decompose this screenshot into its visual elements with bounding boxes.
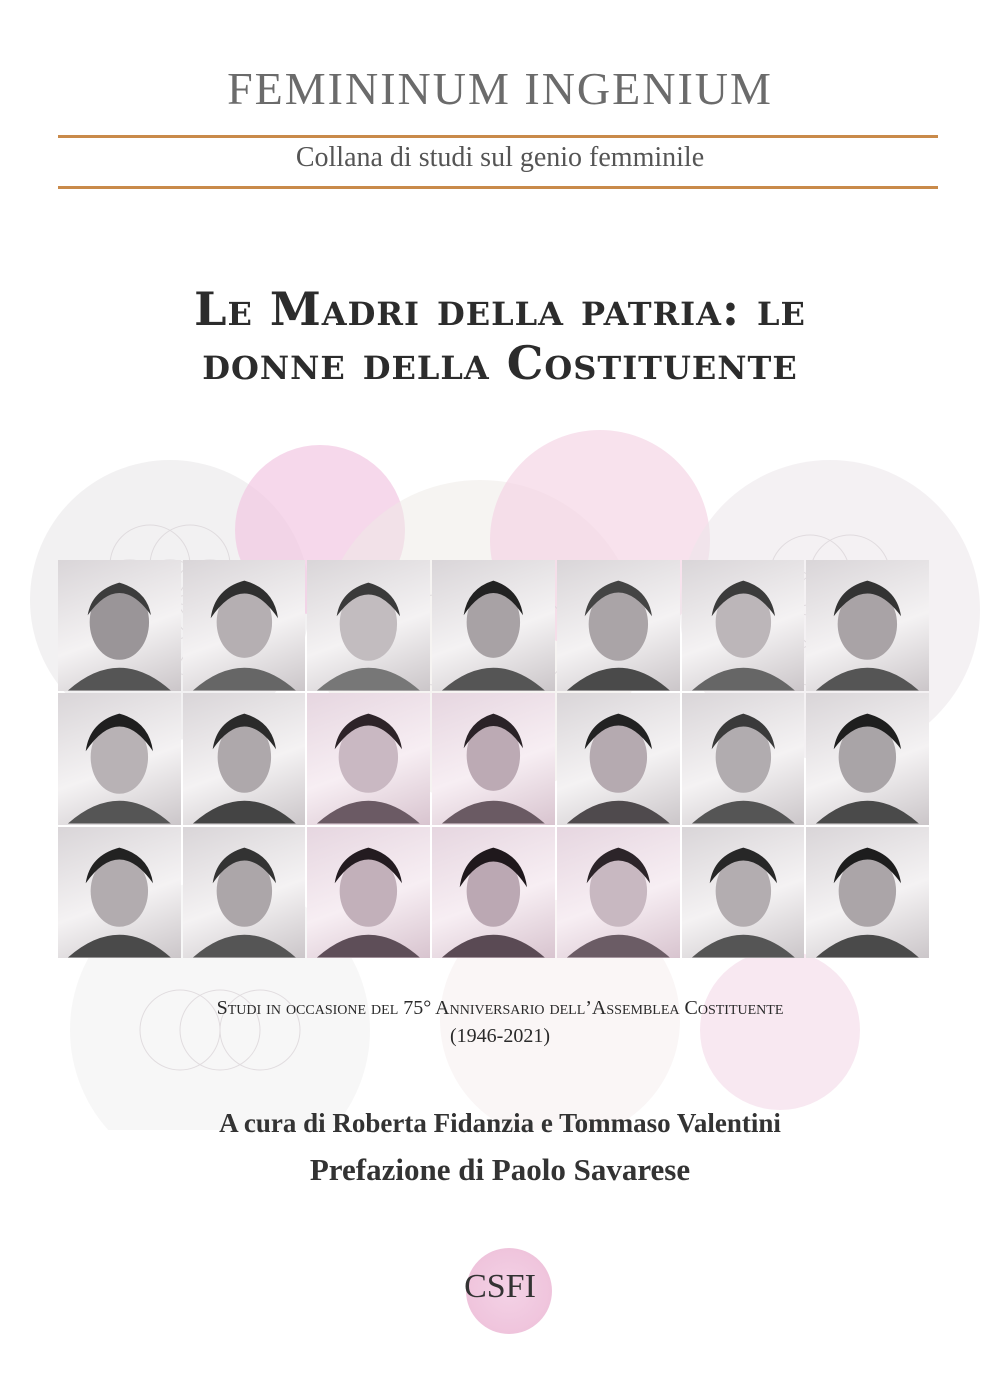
publisher-name: CSFI [464, 1268, 536, 1305]
portrait [58, 560, 181, 691]
portrait [806, 560, 929, 691]
editors-credit: A cura di Roberta Fidanzia e Tommaso Valentini [219, 1108, 781, 1138]
portrait [432, 560, 555, 691]
portrait [183, 560, 306, 691]
anniversary-years: (1946-2021) [450, 1025, 550, 1047]
portrait [183, 693, 306, 824]
series-title: FEMININUM INGENIUM [227, 63, 773, 114]
portrait [307, 693, 430, 824]
book-title-line-2: donne della Costituente [202, 336, 798, 390]
bottom-divider [58, 186, 938, 189]
portrait [58, 693, 181, 824]
top-divider [58, 135, 938, 138]
series-subtitle: Collana di studi sul genio femminile [295, 142, 705, 173]
portrait [432, 827, 555, 958]
portrait [682, 560, 805, 691]
portrait [682, 693, 805, 824]
portrait [806, 827, 929, 958]
portrait [307, 560, 430, 691]
occasion-text [40, 994, 960, 1050]
portrait [183, 827, 306, 958]
portrait [557, 693, 680, 824]
book-title-line-1: Le Madri della patria: le [194, 282, 806, 336]
preface-credit: Prefazione di Paolo Savarese [309, 1152, 691, 1187]
occasion-line: Studi in occasione del 75° Anniversario dell’Assemblea Costituente [216, 997, 784, 1019]
portrait [432, 693, 555, 824]
portrait [58, 827, 181, 958]
portrait-grid [58, 560, 929, 958]
book-title [40, 282, 960, 390]
portrait [806, 693, 929, 824]
portrait [557, 827, 680, 958]
portrait [557, 560, 680, 691]
portrait [682, 827, 805, 958]
portrait [307, 827, 430, 958]
